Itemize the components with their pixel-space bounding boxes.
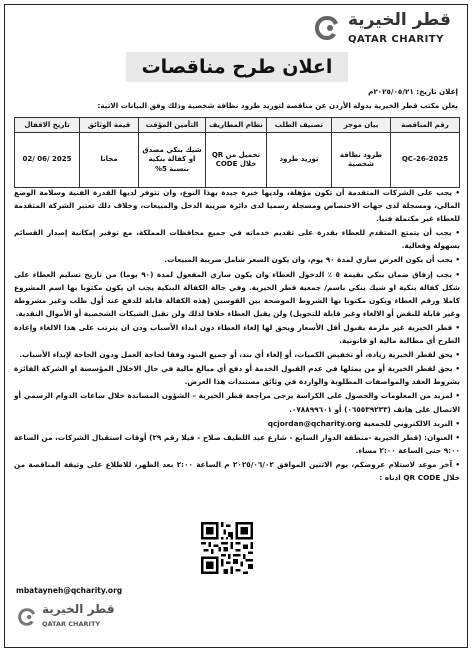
- list-item: • آخر موعد لاستلام عروضكم، يوم الاثنين الموافق ٢٠٢٥/٠٦/٠٢ م الساعة ٢:٠٠ بعد الظهر، للاطلاع على وثيقة المناقصة من خلال QR CODE ادناه :: [14, 459, 460, 482]
- footer-logo-english: QATAR CHARITY: [42, 620, 101, 628]
- list-item: • يحق لقطر الخيرية زيادة، أو تخفيض الكميات، أو إلغاء أي بند، أو جميع البنود وفقا لحاجة العمل ودون الحاجة لإبداء الأسباب.: [19, 350, 460, 360]
- table-cell: QC-26-2025: [391, 133, 460, 188]
- footer-logo-arabic: قطر الخيرية: [42, 602, 115, 616]
- table-cell: طرود نظافة شخصية: [332, 133, 391, 188]
- table-cell: توريد طرود: [267, 133, 332, 188]
- table-row: [15, 133, 460, 188]
- conditions-list: [14, 186, 460, 485]
- list-item: • البريد الالكتروني للجمعية qcjordan@qcharity.org: [267, 418, 460, 428]
- table-cell: شيك بنكي مصدق او كفالة بنكية بنسبة 5%: [139, 133, 206, 188]
- header-logo: [310, 10, 460, 50]
- list-item: • يجب على الشركات المتقدمة أن تكون مؤهلة، ولديها خبرة جيدة بهذا النوع، وان تتوفر لديها القدرة الفنية وسلامة الوضع المالي، ومسجلة لدى جهات الاختصاص ومسجلة رسميا لدى دائرة ضريبة الدخل والمبيعات، وخلاف ذلك تعتبر الشركة المتقدمة للعطاء غير مكتملة فنيا.: [14, 188, 460, 224]
- page-title: اعلان طرح مناقصات: [126, 52, 349, 82]
- table-header: قيمة الوثائق: [80, 118, 139, 133]
- logo-arabic: قطر الخيرية: [348, 10, 451, 30]
- table-cell: 2025 /06 /02: [15, 133, 80, 188]
- table-cell: تحميل من QR خلال CODE: [206, 133, 267, 188]
- table-header: رقم المناقصة: [391, 118, 460, 133]
- table-header: نظام المطاريف: [206, 118, 267, 133]
- list-item: • يجب إرفاق ضمان بنكي بقيمة ٥ ٪ الدخول العطاء وان يكون ساري المفعول لمدة (٩٠ يوما) من تاريخ تسليم العطاء على شكل كفالة بنكية او شيك بنكي باسم/ جمعية قطر الخيرية. وفي حالة الكفالة البنكية يجب ان يكون مكتوبا بها اسم المشروع كاملا ورقم العطاء ويكون مكتوبا بها الشروط الموضحة بين القوسين (هذه الكفالة قابلة للدفع عند أول طلب وغير مشروطة وغير قابلة للنقض أو الالغاء وغير قابلة للتحويل) ولن يقبل العطاء خلافا لذلك ولن تقبل الشيكات الشخصية أو الأموال النقدية.: [14, 269, 460, 318]
- qatar-charity-logo-icon: [16, 606, 38, 628]
- list-item: • قطر الخيرية غير ملزمة بقبول أقل الأسعار ويحق لها إلغاء العطاء دون ابداء الأسباب ودن ان يترتب على هذا الالغاء وإعادة الطرح أي مطالبة مالية او قانونية.: [14, 322, 460, 346]
- qr-code-icon[interactable]: [201, 522, 253, 574]
- tender-table: [14, 117, 460, 188]
- qatar-charity-logo-icon: [312, 13, 342, 43]
- table-header-row: [15, 118, 460, 133]
- list-item: • يجب أن يتمتع المتقدم للعطاء بقدرة على تقديم خدماته في جميع محافظات المملكة، مع توفير إمكانية إصدار القسائم بسهولة وفعالية.: [14, 228, 460, 251]
- list-item: • يجب أن يكون العرض ساري لمدة ٩٠ يوم، وان يكون السعر شامل ضريبة المبيعات.: [164, 255, 460, 265]
- list-item: • لمزيد من المعلومات والحصول على الكراسة يرجى مراجعة قطر الخيرية – الشؤون المساندة خلال ساعات الدوام الرسمي أو الاتصال على هاتف (٠٦٥٥٣٩٢٣٣) أو ٠٧٨٨٩٩٦٠١.: [14, 391, 460, 414]
- table-header: التأمين المؤقت: [139, 118, 206, 133]
- intro-line: يعلن مكتب قطر الخيرية بدولة الأردن عن مناقصة لتوريد طرود نظافة شخصية وذلك وفق البيانات الاتية:: [97, 101, 458, 110]
- date-line: إعلان تاريخ: ٢٠٢٥/٠٥/٢١م: [368, 87, 458, 96]
- table-header: تاريخ الاقفال: [15, 118, 80, 133]
- logo-english: QATAR CHARITY: [348, 34, 444, 45]
- table-header: تصنيف الطلب: [267, 118, 332, 133]
- list-item: • العنوان: (قطر الخيرية -منطقة الدوار السابع - شارع عبد اللطيف صلاح - فيلا رقم ٢٩) أوقات استقبال الشركات، من الساعة ٩:٠٠ حتى الساعة ٢:٠٠ مساء.: [14, 432, 461, 455]
- footer-logo: [16, 602, 115, 642]
- list-item: • يحق لقطر الخيرية أو من يمثلها في عدم القبول الخدمة أو دفع أي مبالغ مالية في حال الاخلال المؤسسة او الشركة الفائزة بشروط العقد والمواصفات المطلوبة والواردة في وثائق مستندات هذا العرض.: [14, 364, 460, 387]
- contact-email[interactable]: mbatayneh@qcharity.org: [16, 586, 123, 595]
- table-header: بيان موجز: [332, 118, 391, 133]
- table-cell: مجانا: [80, 133, 139, 188]
